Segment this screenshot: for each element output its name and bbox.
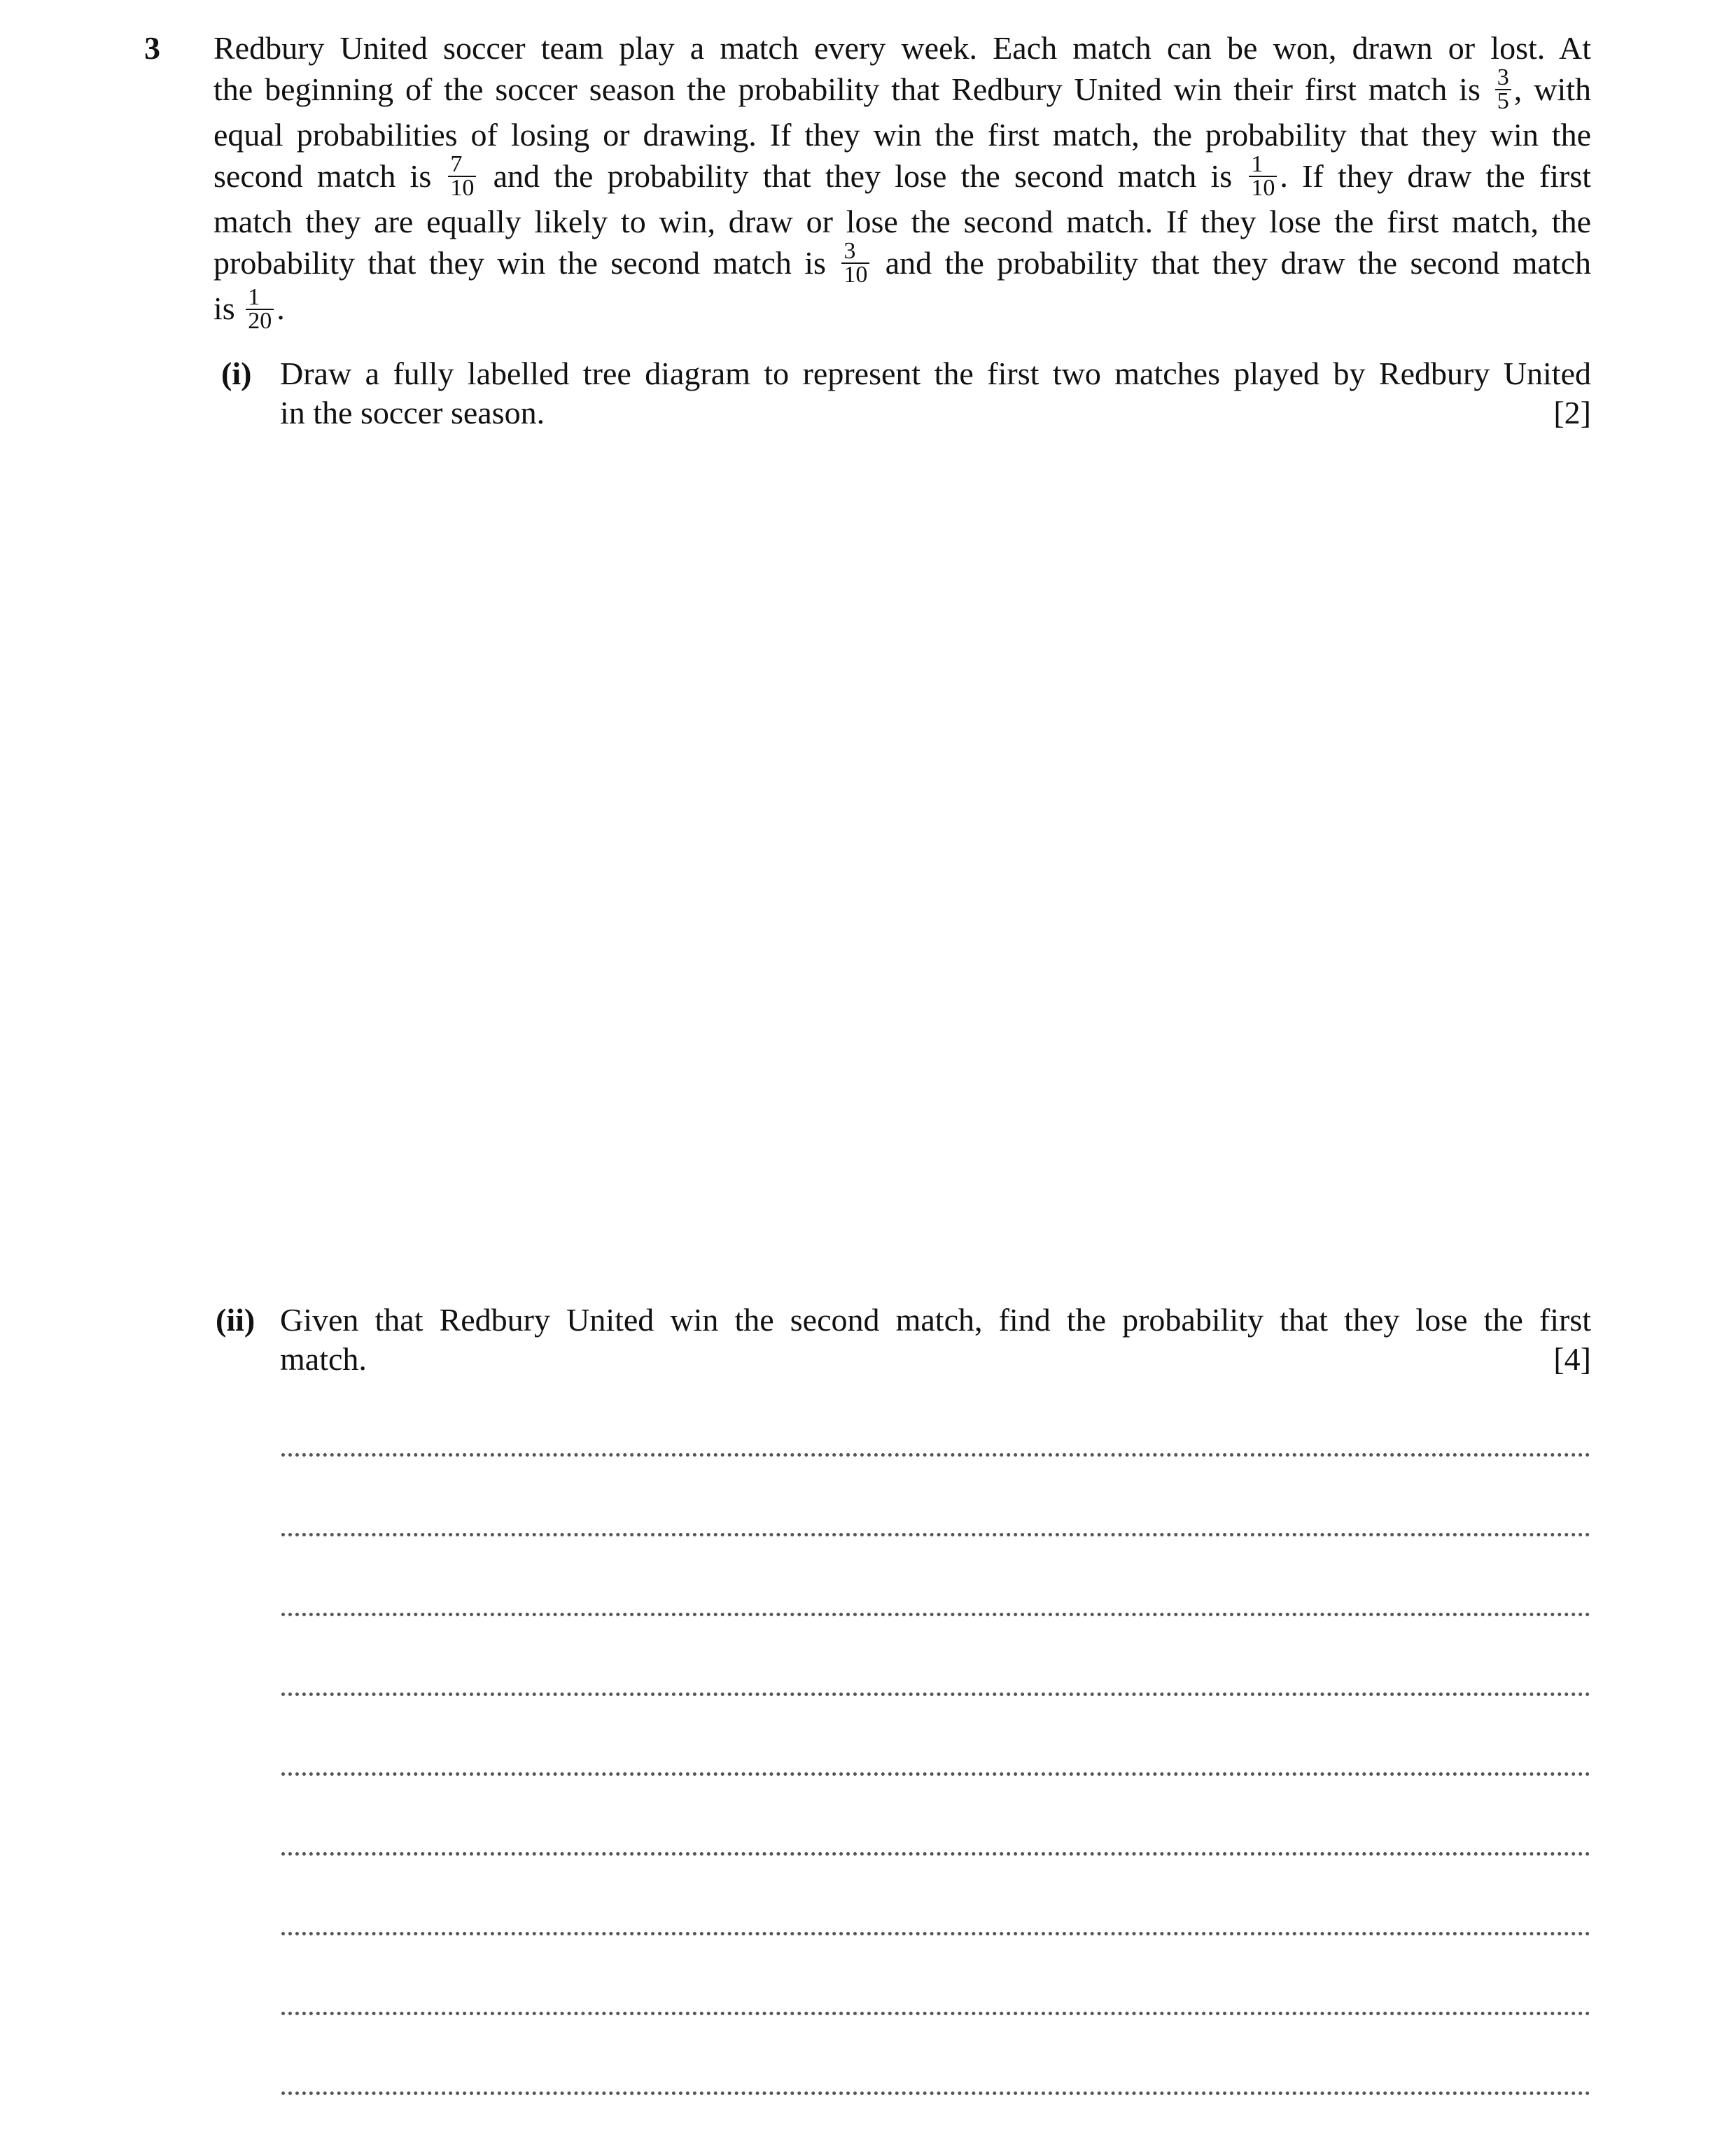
fraction-one-twentieth: $\frac{1}{20}$ bbox=[246, 287, 274, 332]
answer-line[interactable] bbox=[281, 1453, 1590, 1457]
stem-line-3: equal probabilities of losing or drawing. If they win the first match, the probability that they win the bbox=[214, 117, 1591, 153]
part-i bbox=[221, 354, 1591, 433]
part-ii-marks: [4] bbox=[1553, 1341, 1591, 1377]
question-stem bbox=[214, 28, 1591, 335]
answer-line[interactable] bbox=[281, 2092, 1590, 2095]
part-i-text-line-2-row bbox=[280, 393, 1591, 433]
part-ii-text-line-1: Given that Redbury United win the second match, find the probability that they lose the first bbox=[280, 1302, 1591, 1338]
question-number: 3 bbox=[144, 30, 160, 66]
stem-line-2: the beginning of the soccer season the probability that Redbury United win their first match is $\frac{3}{5}$ , with bbox=[214, 64, 1592, 115]
part-i-text-line-1: Draw a fully labelled tree diagram to represent the first two matches played by Redbury United bbox=[280, 356, 1591, 391]
stem-line-1: Redbury United soccer team play a match every week. Each match can be won, drawn or lost. At bbox=[214, 30, 1591, 66]
stem-line-7: is $\frac{1}{20}$ . bbox=[214, 283, 285, 334]
part-ii bbox=[216, 1301, 1591, 1379]
part-ii-label: (ii) bbox=[216, 1302, 255, 1338]
fraction-one-tenth: $\frac{1}{10}$ bbox=[1249, 154, 1277, 199]
stem-line-6: probability that they win the second match is $\frac{3}{10}$ and the probability that they draw the second match bbox=[214, 238, 1591, 288]
part-i-label: (i) bbox=[221, 356, 252, 391]
fraction-three-tenths: $\frac{3}{10}$ bbox=[841, 241, 869, 286]
answer-line[interactable] bbox=[281, 1533, 1590, 1536]
answer-line[interactable] bbox=[281, 1852, 1590, 1856]
answer-line[interactable] bbox=[281, 1693, 1590, 1696]
answer-line[interactable] bbox=[281, 2012, 1590, 2015]
fraction-three-fifths: $\frac{3}{5}$ bbox=[1495, 67, 1511, 112]
answer-line[interactable] bbox=[281, 1613, 1590, 1616]
stem-line-4: second match is $\frac{7}{10}$ and the probability that they lose the second match is $\frac{1}{10}$ . If they draw the first bbox=[214, 151, 1591, 202]
fraction-seven-tenths: $\frac{7}{10}$ bbox=[448, 154, 476, 199]
part-ii-text-line-2-row bbox=[280, 1340, 1591, 1379]
answer-line[interactable] bbox=[281, 1772, 1590, 1776]
part-i-marks: [2] bbox=[1553, 395, 1591, 430]
part-i-text-line-2: in the soccer season. bbox=[280, 395, 545, 430]
stem-line-5: match they are equally likely to win, draw or lose the second match. If they lose the first match, the bbox=[214, 204, 1591, 240]
answer-line[interactable] bbox=[281, 1932, 1590, 1935]
part-ii-text-line-2: match. bbox=[280, 1341, 367, 1377]
